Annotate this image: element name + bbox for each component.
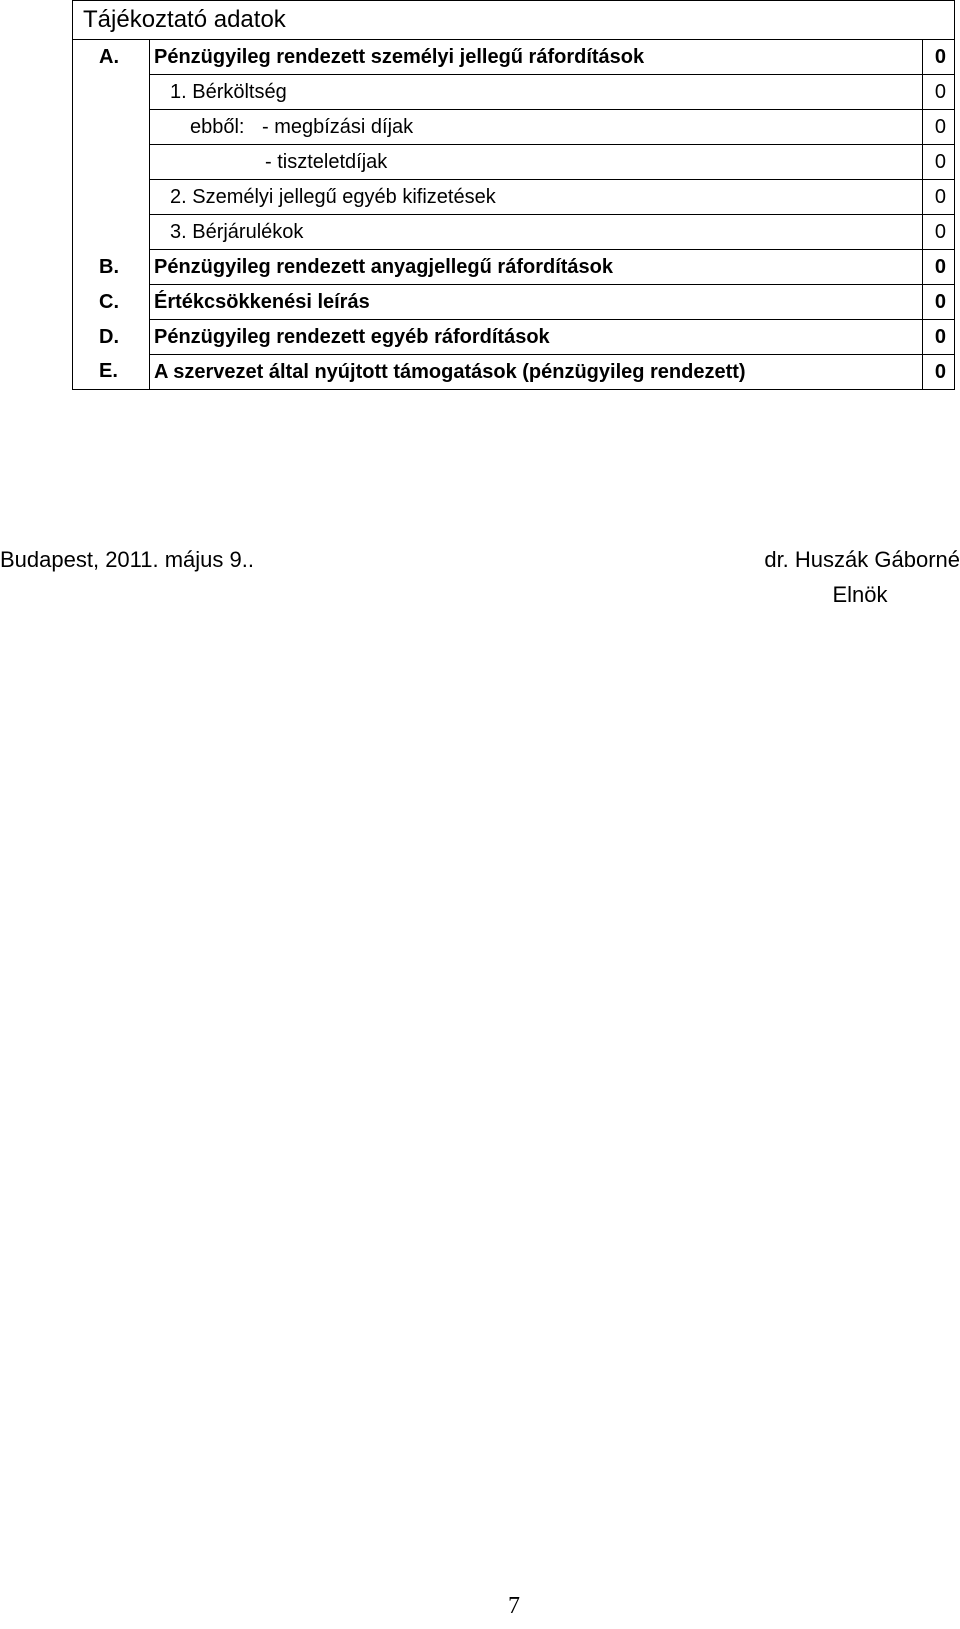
row-label: A szervezet által nyújtott támogatások (pénzügyileg rendezett) — [150, 355, 923, 390]
row-letter: C. — [73, 285, 150, 320]
footer-signer-name: dr. Huszák Gáborné — [764, 547, 960, 572]
row-label: 3. Bérjárulékok — [150, 215, 923, 250]
row-label: Pénzügyileg rendezett anyagjellegű ráfordítások — [150, 250, 923, 285]
table-row — [73, 145, 955, 180]
row-value: 0 — [923, 320, 955, 355]
row-value: 0 — [923, 215, 955, 250]
row-letter: E. — [73, 355, 150, 390]
table-row — [73, 110, 955, 145]
row-letter: B. — [73, 250, 150, 285]
table-row — [73, 285, 955, 320]
info-table — [72, 0, 955, 390]
table-row — [73, 75, 955, 110]
row-label: - tiszteletdíjak — [150, 145, 923, 180]
footer-signer-role: Elnök — [832, 582, 888, 607]
row-letter — [73, 180, 150, 215]
row-value: 0 — [923, 180, 955, 215]
table-row — [73, 355, 955, 390]
row-label: Pénzügyileg rendezett egyéb ráfordítások — [150, 320, 923, 355]
row-letter — [73, 145, 150, 180]
row-letter — [73, 110, 150, 145]
row-value: 0 — [923, 75, 955, 110]
table-row — [73, 180, 955, 215]
table-row — [73, 250, 955, 285]
row-label: 1. Bérköltség — [150, 75, 923, 110]
row-label: 2. Személyi jellegű egyéb kifizetések — [150, 180, 923, 215]
row-value: 0 — [923, 110, 955, 145]
row-letter — [73, 75, 150, 110]
row-label-cell — [150, 110, 923, 145]
row-value: 0 — [923, 40, 955, 75]
row-value: 0 — [923, 250, 955, 285]
row-letter — [73, 215, 150, 250]
row-label: Értékcsökkenési leírás — [150, 285, 923, 320]
row-letter: A. — [73, 40, 150, 75]
row-label-prefix: ebből: — [190, 115, 245, 138]
table-title: Tájékoztató adatok — [73, 1, 955, 40]
row-value: 0 — [923, 145, 955, 180]
row-label: Pénzügyileg rendezett személyi jellegű ráfordítások — [150, 40, 923, 75]
table-row — [73, 215, 955, 250]
table-row — [73, 40, 955, 75]
row-value: 0 — [923, 355, 955, 390]
page-number: 7 — [508, 1593, 520, 1619]
row-value: 0 — [923, 285, 955, 320]
table-title-row — [73, 1, 955, 40]
row-letter: D. — [73, 320, 150, 355]
table-row — [73, 320, 955, 355]
row-label: - megbízási díjak — [262, 115, 414, 138]
footer-place-date: Budapest, 2011. május 9.. — [0, 547, 254, 572]
